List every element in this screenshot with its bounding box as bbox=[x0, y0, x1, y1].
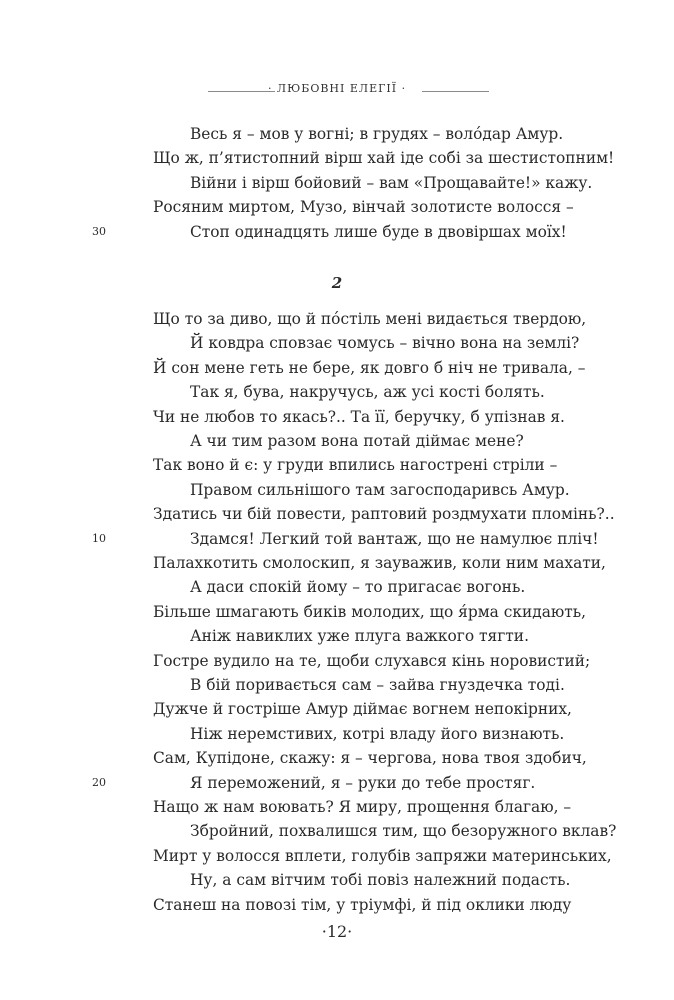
verse-line: Й ковдра сповзає чомусь – вічно вона на землі? bbox=[190, 334, 580, 353]
verse-line: В бій поривається сам – зайва гнуздечка тоді. bbox=[190, 676, 565, 694]
verse-line: Більше шмагають биків молодих, що я́рма скидають, bbox=[153, 602, 587, 621]
verse-line: Станеш на повозі тім, у тріумфі, й під оклики люду bbox=[153, 895, 572, 914]
verse-line: Росяним миртом, Музо, вінчай золотисте волосся – bbox=[153, 198, 574, 217]
running-head: · ЛЮБОВНІ ЕЛЕГІЇ · bbox=[267, 82, 407, 95]
verse-line: Весь я – мов у вогні; в грудях – волóдар Амур. bbox=[190, 125, 564, 143]
page-number: ·12· bbox=[321, 922, 353, 941]
verse-line: А чи тим разом вона потай діймає мене? bbox=[190, 432, 524, 450]
verse-line: Що ж, п’ятистопний вірш хай іде собі за шестистопним! bbox=[153, 149, 615, 168]
verse-line: А даси спокій йому – то пригасає вогонь. bbox=[190, 578, 526, 597]
verse-line: Я переможений, я – руки до тебе простяг. bbox=[190, 773, 536, 792]
verse-line: Збройний, похвалишся тим, що безоружного вклав? bbox=[190, 822, 617, 841]
verse-line: Ну, а сам вітчим тобі повіз належний подасть. bbox=[190, 871, 571, 890]
verse-line: Чи не любов то якась?.. Та її, беручку, б упізнав я. bbox=[153, 407, 565, 426]
verse-line: Здатись чи бій повести, раптовий роздмухати пломінь?.. bbox=[153, 505, 615, 524]
verse-line: Аніж навиклих уже плуга важкого тягти. bbox=[190, 627, 529, 646]
verse-line: Сам, Купідоне, скажу: я – чергова, нова твоя здобич, bbox=[153, 749, 587, 768]
verse-line: Так я, бува, накручусь, аж усі кості болять. bbox=[190, 383, 545, 402]
verse-line: Дужче й гостріше Амур діймає вогнем непокірних, bbox=[153, 700, 572, 719]
verse-line: Гостре вудило на те, щоби слухався кінь норовистий; bbox=[153, 651, 591, 670]
verse-line: Нащо ж нам воювать? Я миру, прощення благаю, – bbox=[153, 798, 572, 816]
verse-line: Війни і вірш бойовий – вам «Прощавайте!» кажу. bbox=[190, 173, 593, 192]
verse-line: Палахкотить смолоскип, я зауважив, коли ним махати, bbox=[153, 554, 606, 572]
verse-line: Й сон мене геть не бере, як довго б ніч не тривала, – bbox=[153, 358, 586, 377]
line-number: 20 bbox=[92, 775, 106, 789]
verse-line: Здамся! Легкий той вантаж, що не намулює пліч! bbox=[190, 529, 599, 548]
line-number: 30 bbox=[92, 224, 106, 238]
verse-line: Так воно й є: у груди впились нагострені стріли – bbox=[153, 456, 558, 475]
header-rule-right bbox=[422, 91, 489, 92]
verse-line: Правом сильнішого там загосподаривсь Амур. bbox=[190, 480, 570, 499]
line-number: 10 bbox=[92, 531, 106, 545]
verse-line: Стоп одинадцять лише буде в двовіршах моїх! bbox=[190, 222, 567, 241]
poem-number-heading: 2 bbox=[331, 274, 343, 292]
verse-line: Що то за диво, що й пóстіль мені видається твердою, bbox=[153, 310, 587, 328]
verse-line: Мирт у волосся вплети, голубів запряжи материнських, bbox=[153, 846, 612, 865]
verse-line: Ніж неремстивих, котрі владу його визнають. bbox=[190, 724, 565, 743]
